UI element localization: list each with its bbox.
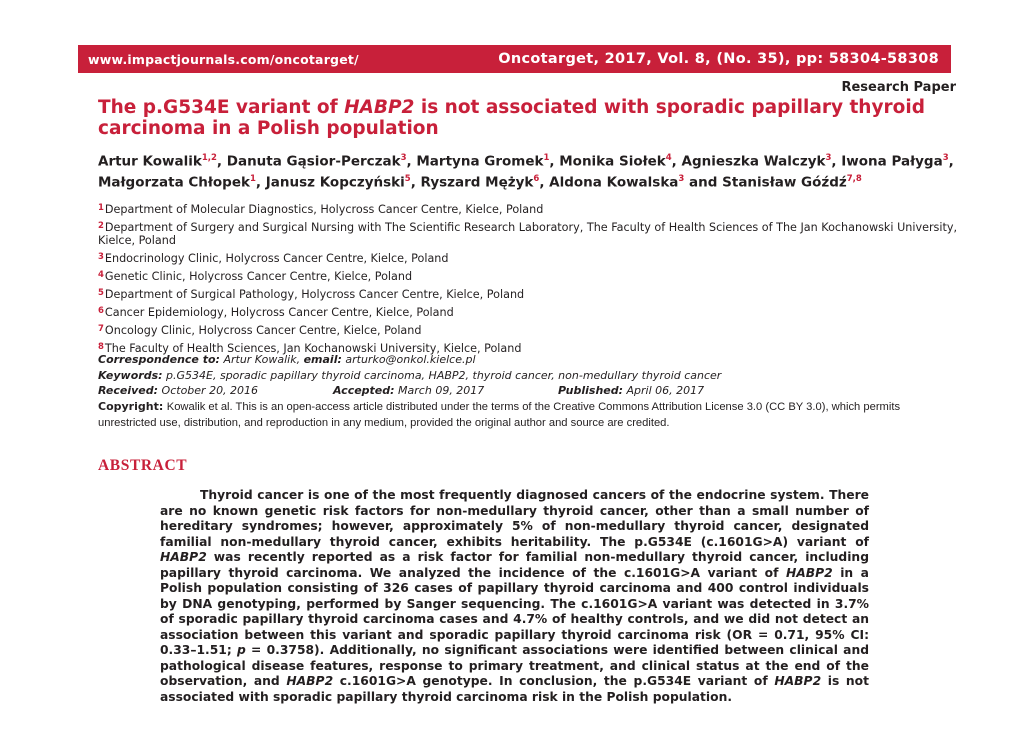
affiliation-number: 3 xyxy=(98,252,104,263)
author-affiliation-marker: 1 xyxy=(543,153,550,163)
email-label: email: xyxy=(303,353,342,366)
affiliation-text: The Faculty of Health Sciences, Jan Kochanowski University, Kielce, Poland xyxy=(104,342,522,356)
abstract-text: c.1601G>A genotype. In conclusion, the p.G534E variant of xyxy=(333,674,775,688)
published-label: Published: xyxy=(558,384,624,397)
abstract-italic-term: HABP2 xyxy=(286,674,334,688)
abstract-text: is not associated with sporadic papillary thyroid carcinoma risk in the Polish population. xyxy=(160,674,869,704)
title-part-2: is not associated with sporadic papillary thyroid carcinoma in a Polish population xyxy=(98,97,925,139)
affiliation-number: 2 xyxy=(98,221,104,231)
affiliation-text: Department of Surgery and Surgical Nursing with The Scientific Research Laboratory, The Faculty of Health Sciences of The Jan Kochanowski University, Kielce, Poland xyxy=(98,221,958,248)
author-list: Artur Kowalik$^{1,2}$, Danuta Gąsior-Perczak$^3$, Martyna Gromek$^1$, Monika Siołek$^4$, Agnieszka Walczyk$^3$, Iwona Pałyga$^3$, Małgorzata Chłopek$^1$, Janusz Kopczyński$^5$, Ryszard Mężyk$^6$, Aldona Kowalska$^3$ and Stanisław Góźdź$^{7,8}$ xyxy=(98,153,954,190)
abstract-body xyxy=(160,488,869,705)
affiliation-item xyxy=(98,287,958,301)
abstract-text: Thyroid cancer is one of the most frequently diagnosed cancers of the endocrine system. There are no known genetic risk factors for non-medullary thyroid cancer, other than a small number of hereditary syndromes; however, approximately 5% of non-medullary thyroid cancer, designated familial non-medullary thyroid cancer, exhibits heritability. The p.G534E (c.1601G>A) variant of xyxy=(160,488,869,549)
affiliation-text: Department of Molecular Diagnostics, Holycross Cancer Centre, Kielce, Poland xyxy=(104,203,544,216)
affiliation-number: 8 xyxy=(98,342,104,353)
author-affiliation-marker: 3 xyxy=(825,153,832,163)
abstract-text: was recently reported as a risk factor for familial non-medullary thyroid cancer, including papillary thyroid carcinoma. We analyzed the incidence of the c.1601G>A variant of xyxy=(160,550,869,580)
author-name: Małgorzata Chłopek xyxy=(98,174,250,190)
author-name: Aldona Kowalska xyxy=(549,174,679,190)
affiliation-number: 5 xyxy=(98,288,104,299)
journal-banner xyxy=(78,45,951,73)
copyright-label: Copyright: xyxy=(98,399,164,413)
keywords-label: Keywords: xyxy=(98,368,163,382)
affiliation-text: Department of Surgical Pathology, Holycross Cancer Centre, Kielce, Poland xyxy=(104,288,525,302)
affiliation-text: Endocrinology Clinic, Holycross Cancer Centre, Kielce, Poland xyxy=(104,252,449,266)
abstract-text: = 0.3758). Additionally, no significant associations were identified between clinical and pathological disease features, response to primary treatment, and clinical status at the end of the observation, and xyxy=(160,643,870,688)
affiliation-number: 6 xyxy=(98,306,104,317)
abstract-italic-term: HABP2 xyxy=(774,674,822,688)
affiliation-item xyxy=(98,305,958,319)
abstract-italic-term: p xyxy=(237,643,246,657)
abstract-heading: ABSTRACT xyxy=(98,457,188,474)
accepted-label: Accepted: xyxy=(333,384,395,397)
affiliation-text: Genetic Clinic, Holycross Cancer Centre, Kielce, Poland xyxy=(104,270,413,284)
author-name: Danuta Gąsior-Perczak xyxy=(226,153,401,170)
affiliation-text: Cancer Epidemiology, Holycross Cancer Centre, Kielce, Poland xyxy=(104,306,454,320)
author-affiliation-marker: 1 xyxy=(249,173,256,184)
author-affiliation-marker: 3 xyxy=(678,173,685,184)
affiliation-list xyxy=(98,202,958,359)
correspondence-label: Correspondence to: xyxy=(98,353,220,366)
author-name: Stanisław Góźdź xyxy=(722,174,847,190)
journal-citation: Oncotarget, 2017, Vol. 8, (No. 35), pp: 58304-58308 xyxy=(498,51,939,67)
affiliation-number: 1 xyxy=(98,203,104,213)
dates-line xyxy=(98,383,958,399)
author-name: Agnieszka Walczyk xyxy=(681,153,826,170)
article-type: Research Paper xyxy=(841,80,956,95)
paper-title xyxy=(98,97,958,139)
author-name: Artur Kowalik xyxy=(98,153,202,170)
author-name: Iwona Pałyga xyxy=(841,153,943,170)
keywords-text: p.G534E, sporadic papillary thyroid carcinoma, HABP2, thyroid cancer, non-medullary thyroid cancer xyxy=(166,368,722,382)
affiliation-item xyxy=(98,251,958,265)
author-affiliation-marker: 3 xyxy=(400,153,407,163)
abstract-text: in a Polish population consisting of 326 cases of papillary thyroid carcinoma and 400 control individuals by DNA genotyping, performed by Sanger sequencing. The c.1601G>A variant was detected in 3.7% of sporadic papillary thyroid carcinoma cases and 4.7% of healthy controls, and we did not detect an association between this variant and sporadic papillary thyroid carcinoma risk (OR = 0.71, 95% CI: 0.33–1.51; xyxy=(160,565,869,657)
copyright-text: Kowalik et al. This is an open-access article distributed under the terms of the Creative Commons Attribution License 3.0 (CC BY 3.0), which permits unrestricted use, distribution, and reproduction in any medium, provided the original author and source are credited. xyxy=(98,400,901,429)
affiliation-item xyxy=(98,202,958,216)
author-name: Janusz Kopczyński xyxy=(265,174,405,190)
affiliation-number: 7 xyxy=(98,324,104,335)
affiliation-number: 4 xyxy=(98,270,104,281)
received-label: Received: xyxy=(98,384,159,397)
author-affiliation-marker: 5 xyxy=(404,173,411,184)
correspondence-line xyxy=(98,352,958,368)
author-name: Ryszard Mężyk xyxy=(420,174,534,190)
author-name: Martyna Gromek xyxy=(416,153,544,170)
affiliation-item xyxy=(98,323,958,337)
author-joiner: and xyxy=(689,174,718,190)
author-affiliation-marker: 1,2 xyxy=(201,153,217,163)
copyright-line xyxy=(98,399,958,432)
author-affiliation-marker: 6 xyxy=(533,173,540,184)
abstract-italic-term: HABP2 xyxy=(785,565,833,580)
journal-url[interactable]: www.impactjournals.com/oncotarget/ xyxy=(88,51,359,67)
affiliation-item xyxy=(98,220,958,248)
author-name: Monika Siołek xyxy=(559,153,666,170)
accepted-date: March 09, 2017 xyxy=(398,384,485,397)
received-date: October 20, 2016 xyxy=(161,384,259,397)
author-affiliation-marker: 7,8 xyxy=(846,173,862,184)
affiliation-item xyxy=(98,269,958,283)
keywords-line xyxy=(98,368,958,384)
correspondence-email[interactable]: arturko@onkol.kielce.pl xyxy=(345,353,476,366)
author-affiliation-marker: 3 xyxy=(942,153,949,163)
abstract-italic-term: HABP2 xyxy=(160,550,207,564)
correspondence-name: Artur Kowalik, xyxy=(223,353,301,366)
author-affiliation-marker: 4 xyxy=(665,153,672,163)
title-gene: HABP2 xyxy=(344,97,415,118)
title-part-1: The p.G534E variant of xyxy=(98,97,345,118)
affiliation-text: Oncology Clinic, Holycross Cancer Centre, Kielce, Poland xyxy=(104,324,422,338)
article-metadata xyxy=(98,352,958,432)
published-date: April 06, 2017 xyxy=(626,384,705,397)
